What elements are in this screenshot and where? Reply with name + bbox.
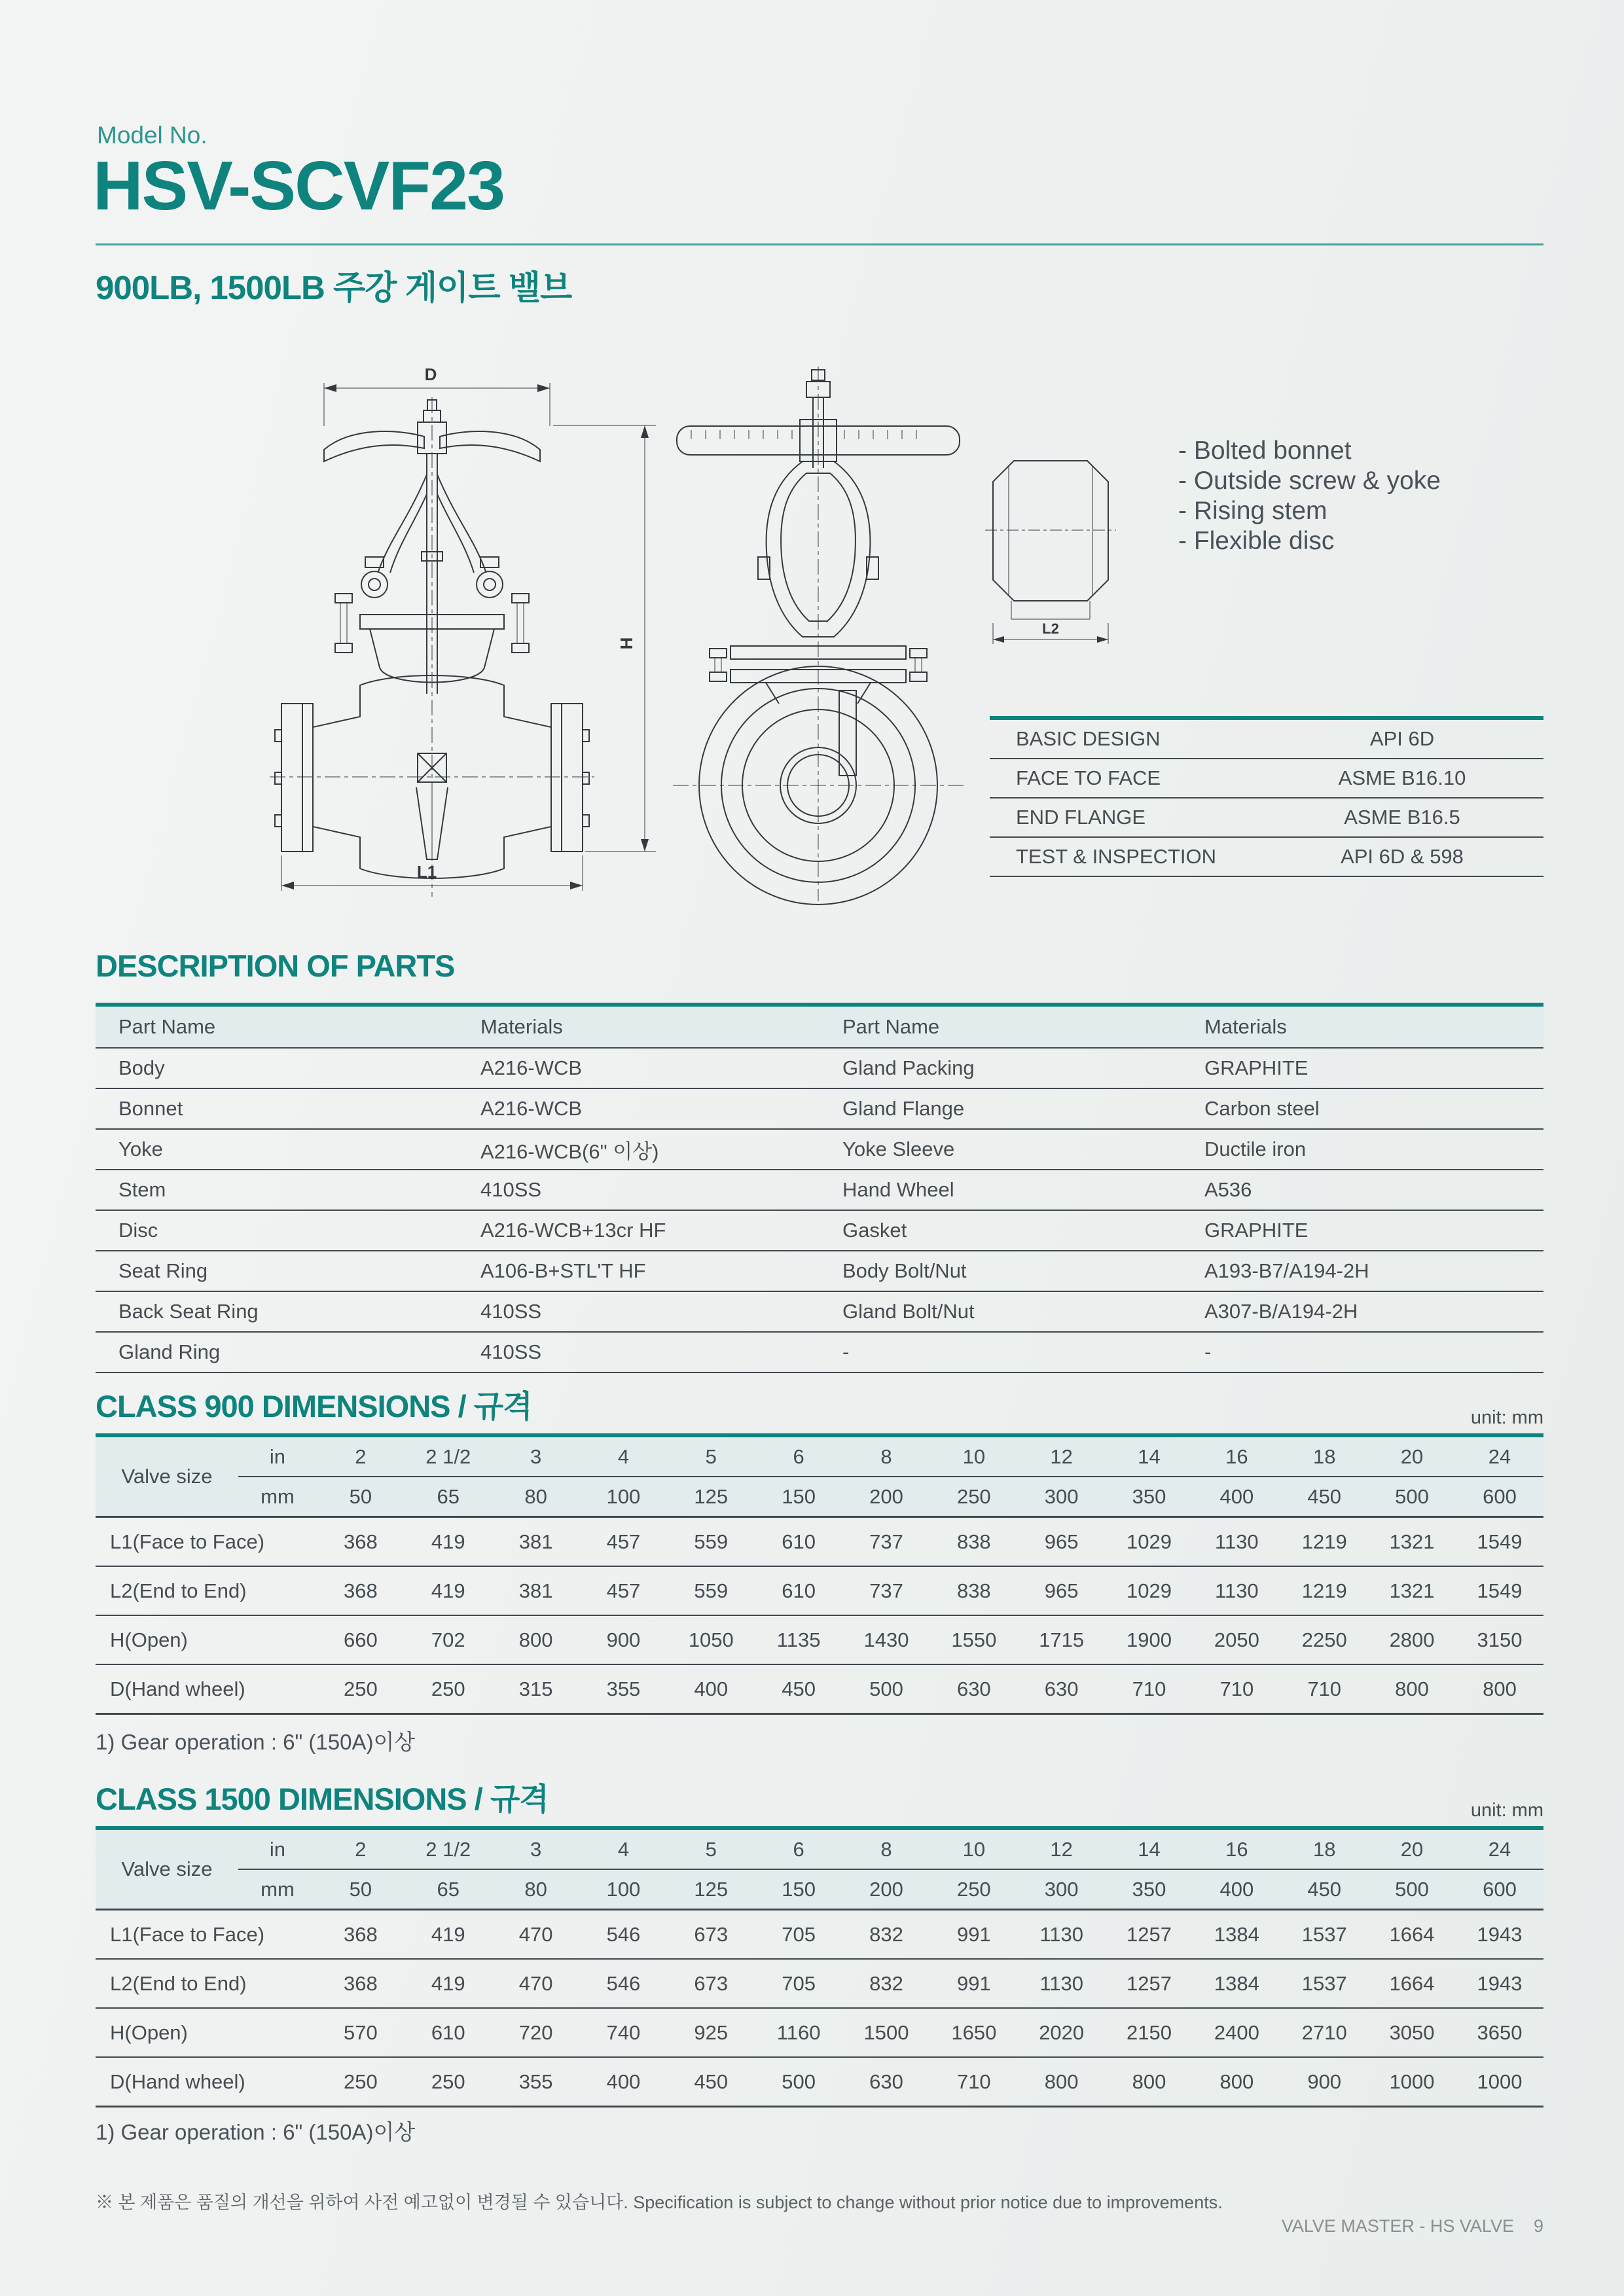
size-in-cell: 3 xyxy=(492,1435,580,1477)
dim-row-label: L1(Face to Face) xyxy=(110,1922,265,1946)
dim-value-cell: 1130 xyxy=(1215,1530,1259,1553)
dim-value-cell: 705 xyxy=(782,1971,816,1995)
dim-value-cell: 702 xyxy=(431,1628,465,1651)
dim-value-cell: 1029 xyxy=(1127,1579,1172,1602)
dim-value-cell: 355 xyxy=(606,1677,641,1700)
size-in-cell: 2 1/2 xyxy=(405,1828,492,1869)
dim-value-cell: 1321 xyxy=(1389,1579,1435,1602)
parts-cell: GRAPHITE xyxy=(1204,1219,1308,1242)
dim-table-1500 xyxy=(96,1826,1543,2108)
dim-row-label: L2(End to End) xyxy=(110,1971,247,1995)
dim-value-cell: 2710 xyxy=(1301,2020,1347,2044)
dim-value-cell: 1550 xyxy=(951,1628,997,1651)
size-in-cell: 10 xyxy=(930,1435,1018,1477)
dim-value-cell: 1715 xyxy=(1039,1628,1085,1651)
parts-cell: 410SS xyxy=(480,1178,542,1201)
parts-cell: Gland Flange xyxy=(842,1097,965,1120)
dim-value-cell: 630 xyxy=(869,2070,903,2093)
dim-value-cell: 1130 xyxy=(1039,1971,1083,1995)
parts-row xyxy=(96,1210,1543,1251)
dim-value-cell: 630 xyxy=(956,1677,991,1700)
dim-value-cell: 800 xyxy=(518,1628,553,1651)
parts-cell: Back Seat Ring xyxy=(118,1300,259,1323)
unit-in-label: in xyxy=(238,1828,317,1869)
dim-value-cell: 419 xyxy=(431,1579,465,1602)
dim-value-cell: 660 xyxy=(344,1628,378,1651)
dim-value-cell: 1130 xyxy=(1039,1922,1083,1946)
size-in-cell: 14 xyxy=(1106,1828,1193,1869)
size-mm-cell: 65 xyxy=(405,1477,492,1517)
parts-cell: 410SS xyxy=(480,1340,542,1363)
dim-value-cell: 2050 xyxy=(1214,1628,1259,1651)
class900-footnote: 1) Gear operation : 6" (150A)이상 xyxy=(96,1730,416,1754)
dim-header-row-in xyxy=(96,1828,1543,1869)
standard-label: END FLANGE xyxy=(1016,806,1146,829)
size-mm-cell: 80 xyxy=(492,1869,580,1910)
feature-item: - Rising stem xyxy=(1178,497,1327,525)
parts-col-header: Materials xyxy=(458,1005,820,1048)
dim-value-cell: 1029 xyxy=(1127,1530,1172,1553)
size-mm-cell: 50 xyxy=(317,1477,405,1517)
dim-value-cell: 800 xyxy=(1219,2070,1254,2093)
dim-value-cell: 2400 xyxy=(1214,2020,1259,2044)
size-in-cell: 14 xyxy=(1106,1435,1193,1477)
unit-mm-label: mm xyxy=(238,1477,317,1517)
dim-value-cell: 1160 xyxy=(776,2020,821,2044)
dim-value-cell: 1000 xyxy=(1477,2070,1523,2093)
parts-table-body xyxy=(96,1048,1543,1372)
parts-cell: Ductile iron xyxy=(1204,1138,1307,1160)
size-mm-cell: 100 xyxy=(580,1477,668,1517)
parts-cell: A216-WCB xyxy=(480,1097,583,1120)
front-view-drawing xyxy=(262,363,668,906)
dim-table-900 xyxy=(96,1433,1543,1715)
dim-value-cell: 737 xyxy=(869,1579,903,1602)
dim-value-cell: 400 xyxy=(606,2070,641,2093)
class900-unit-note: unit: mm xyxy=(1470,1407,1543,1428)
dim-value-cell: 3150 xyxy=(1477,1628,1523,1651)
dim-value-cell: 925 xyxy=(694,2020,729,2044)
size-mm-cell: 65 xyxy=(405,1869,492,1910)
dim-value-cell: 1000 xyxy=(1389,2070,1435,2093)
parts-col-header: Part Name xyxy=(96,1005,458,1048)
size-mm-cell: 600 xyxy=(1456,1477,1543,1517)
dim-row xyxy=(96,1959,1543,2008)
size-mm-cell: 250 xyxy=(930,1477,1018,1517)
dim-value-cell: 737 xyxy=(869,1530,903,1553)
dim-value-cell: 1664 xyxy=(1389,1971,1435,1995)
size-mm-cell: 80 xyxy=(492,1477,580,1517)
parts-row xyxy=(96,1048,1543,1088)
dim-value-cell: 1219 xyxy=(1301,1579,1347,1602)
size-mm-cell: 350 xyxy=(1106,1477,1193,1517)
dim-value-cell: 570 xyxy=(344,2020,378,2044)
parts-header-row xyxy=(96,1005,1543,1048)
size-mm-cell: 300 xyxy=(1018,1869,1106,1910)
standards-row xyxy=(990,720,1543,759)
parts-cell: A216-WCB xyxy=(480,1056,583,1079)
size-in-cell: 6 xyxy=(755,1828,842,1869)
size-in-cell: 24 xyxy=(1456,1435,1543,1477)
dim-table-body xyxy=(96,1517,1543,1714)
size-mm-cell: 200 xyxy=(842,1477,930,1517)
dim-value-cell: 800 xyxy=(1132,2070,1166,2093)
dim-row-label: H(Open) xyxy=(110,1628,188,1651)
standards-row xyxy=(990,759,1543,798)
dim-value-cell: 315 xyxy=(518,1677,553,1700)
parts-row xyxy=(96,1291,1543,1332)
dim-value-cell: 470 xyxy=(518,1922,553,1946)
dim-value-cell: 2020 xyxy=(1039,2020,1085,2044)
dim-row-label: H(Open) xyxy=(110,2020,188,2044)
dim-value-cell: 832 xyxy=(869,1971,903,1995)
standard-value: API 6D & 598 xyxy=(1341,845,1464,868)
dim-value-cell: 368 xyxy=(344,1530,378,1553)
dim-value-cell: 1537 xyxy=(1301,1971,1347,1995)
dim-value-cell: 355 xyxy=(518,2070,553,2093)
size-in-cell: 18 xyxy=(1280,1828,1368,1869)
parts-cell: 410SS xyxy=(480,1300,542,1323)
dim-value-cell: 1943 xyxy=(1477,1922,1523,1946)
standard-value: ASME B16.5 xyxy=(1344,806,1460,829)
dim-value-cell: 381 xyxy=(518,1530,553,1553)
size-in-cell: 3 xyxy=(492,1828,580,1869)
dim-value-cell: 800 xyxy=(1044,2070,1079,2093)
dim-value-cell: 559 xyxy=(694,1579,729,1602)
dim-value-cell: 368 xyxy=(344,1922,378,1946)
size-mm-cell: 200 xyxy=(842,1869,930,1910)
dim-value-cell: 250 xyxy=(431,1677,465,1700)
features-list xyxy=(1178,436,1441,556)
dim-value-cell: 673 xyxy=(694,1922,729,1946)
dim-row xyxy=(96,2057,1543,2107)
dim-value-cell: 800 xyxy=(1483,1677,1517,1700)
dim-value-cell: 470 xyxy=(518,1971,553,1995)
dim-value-cell: 610 xyxy=(431,2020,465,2044)
parts-cell: Disc xyxy=(118,1219,158,1242)
dim-value-cell: 1321 xyxy=(1389,1530,1435,1553)
size-mm-cell: 125 xyxy=(667,1869,755,1910)
dim-value-cell: 559 xyxy=(694,1530,729,1553)
dim-value-cell: 419 xyxy=(431,1530,465,1553)
dim-value-cell: 1943 xyxy=(1477,1971,1523,1995)
parts-cell: A307-B/A194-2H xyxy=(1204,1300,1358,1323)
parts-row xyxy=(96,1170,1543,1210)
parts-cell: - xyxy=(842,1340,850,1363)
parts-cell: Seat Ring xyxy=(118,1259,208,1282)
dim-row-label: L2(End to End) xyxy=(110,1579,247,1602)
dim-label-d: D xyxy=(424,365,437,384)
dim-value-cell: 500 xyxy=(782,2070,816,2093)
parts-table xyxy=(96,1003,1543,1373)
parts-cell: Carbon steel xyxy=(1204,1097,1320,1120)
dim-value-cell: 250 xyxy=(431,2070,465,2093)
size-in-cell: 2 xyxy=(317,1828,405,1869)
parts-cell: A216-WCB(6" 이상) xyxy=(480,1139,659,1163)
class1500-heading: CLASS 1500 DIMENSIONS / 규격 xyxy=(96,1782,549,1816)
size-in-cell: 16 xyxy=(1193,1435,1280,1477)
dim-table-head xyxy=(96,1435,1543,1517)
dim-value-cell: 1050 xyxy=(688,1628,734,1651)
dim-value-cell: 991 xyxy=(956,1971,991,1995)
parts-cell: Gasket xyxy=(842,1219,907,1242)
dim-label-h: H xyxy=(617,637,636,650)
dim-header-row-in xyxy=(96,1435,1543,1477)
standard-label: FACE TO FACE xyxy=(1016,766,1161,789)
size-in-cell: 18 xyxy=(1280,1435,1368,1477)
disclaimer-note: ※ 본 제품은 품질의 개선을 위하여 사전 예고없이 변경될 수 있습니다. Specification is subject to change without prior notice due to improvements. xyxy=(96,2193,1223,2212)
dim-value-cell: 965 xyxy=(1044,1530,1079,1553)
dim-row xyxy=(96,1910,1543,1960)
standard-value: ASME B16.10 xyxy=(1338,766,1466,789)
dim-value-cell: 610 xyxy=(782,1579,816,1602)
dim-value-cell: 710 xyxy=(1132,1677,1166,1700)
dim-table-head xyxy=(96,1828,1543,1910)
dim-value-cell: 546 xyxy=(606,1971,641,1995)
feature-item: - Bolted bonnet xyxy=(1178,437,1352,465)
dim-row xyxy=(96,1664,1543,1714)
valve-size-label: Valve size xyxy=(96,1828,238,1910)
dim-label-l2: L2 xyxy=(1042,620,1059,637)
feature-item: - Flexible disc xyxy=(1178,527,1335,555)
dim-value-cell: 546 xyxy=(606,1922,641,1946)
size-in-cell: 8 xyxy=(842,1828,930,1869)
dim-value-cell: 457 xyxy=(606,1579,641,1602)
dim-value-cell: 3050 xyxy=(1389,2020,1435,2044)
dim-value-cell: 400 xyxy=(694,1677,729,1700)
dim-value-cell: 450 xyxy=(782,1677,816,1700)
dim-value-cell: 368 xyxy=(344,1971,378,1995)
dim-value-cell: 1384 xyxy=(1214,1971,1259,1995)
size-mm-cell: 250 xyxy=(930,1869,1018,1910)
size-in-cell: 4 xyxy=(580,1828,668,1869)
dim-row xyxy=(96,1615,1543,1664)
standard-label: TEST & INSPECTION xyxy=(1016,845,1217,868)
size-mm-cell: 150 xyxy=(755,1477,842,1517)
parts-cell: Body xyxy=(118,1056,165,1079)
dim-value-cell: 1650 xyxy=(951,2020,997,2044)
dim-value-cell: 838 xyxy=(956,1530,991,1553)
size-in-cell: 20 xyxy=(1368,1828,1456,1869)
parts-table-head xyxy=(96,1005,1543,1048)
dim-value-cell: 457 xyxy=(606,1530,641,1553)
dim-value-cell: 900 xyxy=(1307,2070,1342,2093)
dim-value-cell: 1384 xyxy=(1214,1922,1259,1946)
dim-value-cell: 630 xyxy=(1044,1677,1079,1700)
size-in-cell: 8 xyxy=(842,1435,930,1477)
size-mm-cell: 400 xyxy=(1193,1477,1280,1517)
size-in-cell: 12 xyxy=(1018,1435,1106,1477)
dim-value-cell: 450 xyxy=(694,2070,729,2093)
size-in-cell: 6 xyxy=(755,1435,842,1477)
model-number-label: Model No. xyxy=(97,122,208,149)
dim-value-cell: 710 xyxy=(956,2070,991,2093)
dim-value-cell: 1430 xyxy=(863,1628,909,1651)
dim-value-cell: 1549 xyxy=(1477,1530,1523,1553)
parts-cell: Yoke Sleeve xyxy=(842,1138,955,1160)
parts-cell: - xyxy=(1204,1340,1212,1363)
standards-row xyxy=(990,838,1543,877)
size-mm-cell: 300 xyxy=(1018,1477,1106,1517)
dim-value-cell: 2250 xyxy=(1301,1628,1347,1651)
dim-header-row-mm xyxy=(96,1869,1543,1910)
size-in-cell: 16 xyxy=(1193,1828,1280,1869)
dim-value-cell: 832 xyxy=(869,1922,903,1946)
dim-value-cell: 250 xyxy=(344,1677,378,1700)
dim-row xyxy=(96,1517,1543,1567)
title-divider xyxy=(96,243,1543,245)
unit-in-label: in xyxy=(238,1435,317,1477)
dim-value-cell: 673 xyxy=(694,1971,729,1995)
size-mm-cell: 150 xyxy=(755,1869,842,1910)
parts-cell: A536 xyxy=(1204,1178,1252,1201)
dim-value-cell: 1135 xyxy=(776,1628,821,1651)
side-view-drawing xyxy=(668,363,969,906)
size-mm-cell: 50 xyxy=(317,1869,405,1910)
dim-table-body xyxy=(96,1910,1543,2107)
size-in-cell: 5 xyxy=(667,1828,755,1869)
dim-header-row-mm xyxy=(96,1477,1543,1517)
parts-cell: Gland Packing xyxy=(842,1056,975,1079)
dim-value-cell: 2150 xyxy=(1127,2020,1172,2044)
parts-section-heading: DESCRIPTION OF PARTS xyxy=(96,948,455,983)
unit-mm-label: mm xyxy=(238,1869,317,1910)
dim-value-cell: 740 xyxy=(606,2020,641,2044)
dim-value-cell: 710 xyxy=(1307,1677,1342,1700)
size-in-cell: 12 xyxy=(1018,1828,1106,1869)
page-title: HSV-SCVF23 xyxy=(93,147,505,224)
size-in-cell: 10 xyxy=(930,1828,1018,1869)
parts-cell: GRAPHITE xyxy=(1204,1056,1308,1079)
dim-row-label: D(Hand wheel) xyxy=(110,2070,245,2093)
size-mm-cell: 350 xyxy=(1106,1869,1193,1910)
dim-value-cell: 900 xyxy=(606,1628,641,1651)
size-in-cell: 24 xyxy=(1456,1828,1543,1869)
size-in-cell: 4 xyxy=(580,1435,668,1477)
parts-cell: A193-B7/A194-2H xyxy=(1204,1259,1369,1282)
dim-value-cell: 991 xyxy=(956,1922,991,1946)
dim-value-cell: 1219 xyxy=(1301,1530,1347,1553)
dim-value-cell: 720 xyxy=(518,2020,553,2044)
dim-row-label: L1(Face to Face) xyxy=(110,1530,265,1553)
dim-value-cell: 419 xyxy=(431,1922,465,1946)
class900-heading: CLASS 900 DIMENSIONS / 규격 xyxy=(96,1389,532,1424)
gate-valve-side-view xyxy=(668,363,969,906)
parts-col-header: Materials xyxy=(1182,1005,1543,1048)
gate-valve-front-view xyxy=(262,363,668,906)
standard-value: API 6D xyxy=(1369,727,1435,750)
size-mm-cell: 400 xyxy=(1193,1869,1280,1910)
valve-size-label: Valve size xyxy=(96,1435,238,1517)
parts-cell: A216-WCB+13cr HF xyxy=(480,1219,666,1242)
dim-value-cell: 368 xyxy=(344,1579,378,1602)
size-mm-cell: 600 xyxy=(1456,1869,1543,1910)
dim-value-cell: 3650 xyxy=(1477,2020,1523,2044)
dim-row xyxy=(96,2008,1543,2057)
dim-value-cell: 250 xyxy=(344,2070,378,2093)
parts-cell: A106-B+STL'T HF xyxy=(480,1259,646,1282)
dim-row xyxy=(96,1566,1543,1615)
parts-row xyxy=(96,1129,1543,1170)
parts-col-header: Part Name xyxy=(820,1005,1182,1048)
dim-value-cell: 800 xyxy=(1395,1677,1429,1700)
page-footer xyxy=(96,2216,1543,2236)
dim-value-cell: 1257 xyxy=(1127,1971,1172,1995)
standard-label: BASIC DESIGN xyxy=(1016,727,1161,750)
dim-value-cell: 1257 xyxy=(1127,1922,1172,1946)
dim-value-cell: 1664 xyxy=(1389,1922,1435,1946)
page-subtitle: 900LB, 1500LB 주강 게이트 밸브 xyxy=(96,269,572,306)
dim-value-cell: 1900 xyxy=(1127,1628,1172,1651)
dim-row-label: D(Hand wheel) xyxy=(110,1677,245,1700)
dim-value-cell: 610 xyxy=(782,1530,816,1553)
size-mm-cell: 450 xyxy=(1280,1477,1368,1517)
dim-value-cell: 500 xyxy=(869,1677,903,1700)
parts-cell: Gland Bolt/Nut xyxy=(842,1300,975,1323)
size-mm-cell: 450 xyxy=(1280,1869,1368,1910)
dim-value-cell: 838 xyxy=(956,1579,991,1602)
footer-text: VALVE MASTER - HS VALVE xyxy=(1281,2216,1514,2236)
size-mm-cell: 125 xyxy=(667,1477,755,1517)
size-mm-cell: 500 xyxy=(1368,1869,1456,1910)
size-in-cell: 2 xyxy=(317,1435,405,1477)
standards-table xyxy=(990,716,1543,877)
dim-value-cell: 965 xyxy=(1044,1579,1079,1602)
parts-cell: Body Bolt/Nut xyxy=(842,1259,967,1282)
dim-value-cell: 710 xyxy=(1219,1677,1254,1700)
parts-cell: Bonnet xyxy=(118,1097,183,1120)
parts-cell: Stem xyxy=(118,1178,166,1201)
dim-value-cell: 1537 xyxy=(1301,1922,1347,1946)
class1500-unit-note: unit: mm xyxy=(1470,1800,1543,1821)
size-in-cell: 20 xyxy=(1368,1435,1456,1477)
parts-cell: Gland Ring xyxy=(118,1340,221,1363)
dim-value-cell: 705 xyxy=(782,1922,816,1946)
parts-cell: Hand Wheel xyxy=(842,1178,954,1201)
gate-valve-end-view xyxy=(985,452,1116,648)
size-in-cell: 5 xyxy=(667,1435,755,1477)
parts-cell: Yoke xyxy=(118,1138,163,1160)
dim-value-cell: 381 xyxy=(518,1579,553,1602)
feature-item: - Outside screw & yoke xyxy=(1178,467,1441,495)
dim-label-l1: L1 xyxy=(416,862,437,882)
parts-row xyxy=(96,1088,1543,1129)
size-in-cell: 2 1/2 xyxy=(405,1435,492,1477)
dim-value-cell: 1549 xyxy=(1477,1579,1523,1602)
dim-value-cell: 1130 xyxy=(1215,1579,1259,1602)
end-view-drawing xyxy=(985,452,1116,648)
parts-row xyxy=(96,1251,1543,1291)
dim-value-cell: 2800 xyxy=(1389,1628,1435,1651)
page-number: 9 xyxy=(1533,2216,1543,2236)
class1500-footnote: 1) Gear operation : 6" (150A)이상 xyxy=(96,2120,416,2144)
size-mm-cell: 500 xyxy=(1368,1477,1456,1517)
dim-value-cell: 419 xyxy=(431,1971,465,1995)
parts-row xyxy=(96,1332,1543,1372)
dim-value-cell: 1500 xyxy=(863,2020,909,2044)
standards-row xyxy=(990,798,1543,838)
size-mm-cell: 100 xyxy=(580,1869,668,1910)
